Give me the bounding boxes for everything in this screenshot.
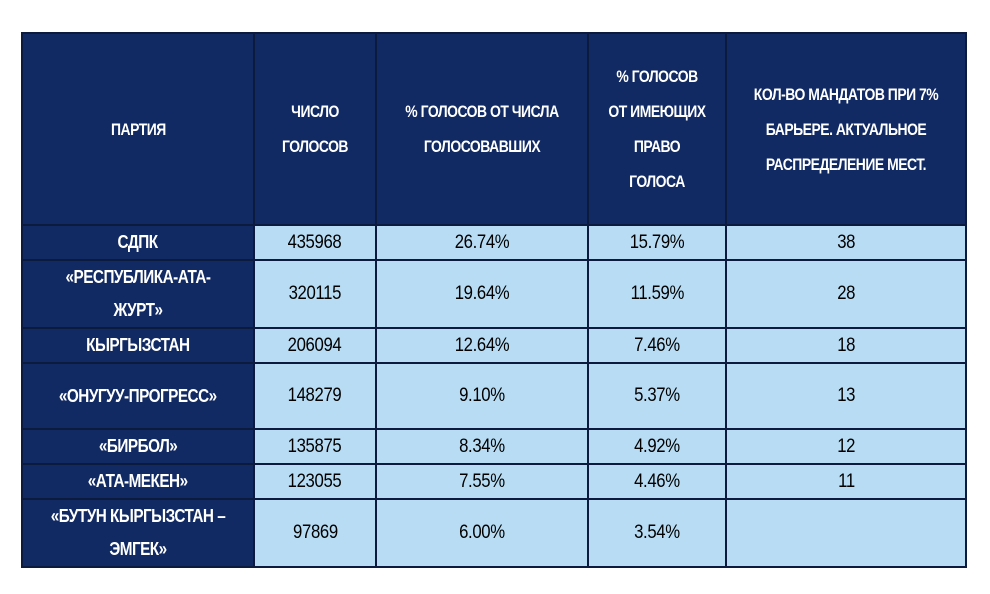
table-row	[22, 429, 966, 464]
party-name-cell: КЫРГЫЗСТАН	[22, 328, 254, 363]
header-seats: КОЛ-ВО МАНДАТОВ ПРИ 7% БАРЬЕРЕ. АКТУАЛЬНОЕ РАСПРЕДЕЛЕНИЕ МЕСТ.	[726, 33, 966, 225]
party-name-cell: «БУТУН КЫРГЫЗСТАН – ЭМГЕК»	[22, 499, 254, 567]
party-name-cell: «РЕСПУБЛИКА-АТА-ЖУРТ»	[22, 260, 254, 328]
table-row	[22, 464, 966, 499]
seats-cell: 11	[726, 464, 966, 499]
pct-voted-cell: 12.64%	[376, 328, 588, 363]
header-row	[22, 33, 966, 225]
table-row	[22, 328, 966, 363]
table-row	[22, 363, 966, 429]
seats-cell: 13	[726, 363, 966, 429]
pct-eligible-cell: 11.59%	[588, 260, 726, 328]
header-party: ПАРТИЯ	[22, 33, 254, 225]
party-name-cell: «БИРБОЛ»	[22, 429, 254, 464]
table-row	[22, 499, 966, 567]
votes-cell: 148279	[254, 363, 376, 429]
votes-cell: 97869	[254, 499, 376, 567]
header-pct-voted: % ГОЛОСОВ ОТ ЧИСЛА ГОЛОСОВАВШИХ	[376, 33, 588, 225]
results-table-container	[21, 32, 967, 568]
table-row	[22, 260, 966, 328]
votes-cell: 206094	[254, 328, 376, 363]
pct-eligible-cell: 4.92%	[588, 429, 726, 464]
votes-cell: 123055	[254, 464, 376, 499]
pct-eligible-cell: 15.79%	[588, 225, 726, 260]
pct-eligible-cell: 4.46%	[588, 464, 726, 499]
pct-eligible-cell: 5.37%	[588, 363, 726, 429]
party-name-cell: «ОНУГУУ-ПРОГРЕСС»	[22, 363, 254, 429]
pct-voted-cell: 8.34%	[376, 429, 588, 464]
pct-eligible-cell: 3.54%	[588, 499, 726, 567]
votes-cell: 135875	[254, 429, 376, 464]
pct-voted-cell: 6.00%	[376, 499, 588, 567]
votes-cell: 320115	[254, 260, 376, 328]
pct-voted-cell: 9.10%	[376, 363, 588, 429]
party-name-cell: «АТА-МЕКЕН»	[22, 464, 254, 499]
pct-voted-cell: 19.64%	[376, 260, 588, 328]
header-votes: ЧИСЛО ГОЛОСОВ	[254, 33, 376, 225]
pct-voted-cell: 26.74%	[376, 225, 588, 260]
election-results-table	[21, 32, 967, 568]
party-name-cell: СДПК	[22, 225, 254, 260]
pct-voted-cell: 7.55%	[376, 464, 588, 499]
votes-cell: 435968	[254, 225, 376, 260]
seats-cell	[726, 499, 966, 567]
seats-cell: 18	[726, 328, 966, 363]
pct-eligible-cell: 7.46%	[588, 328, 726, 363]
table-row	[22, 225, 966, 260]
seats-cell: 38	[726, 225, 966, 260]
seats-cell: 12	[726, 429, 966, 464]
header-pct-eligible: % ГОЛОСОВ ОТ ИМЕЮЩИХ ПРАВО ГОЛОСА	[588, 33, 726, 225]
seats-cell: 28	[726, 260, 966, 328]
